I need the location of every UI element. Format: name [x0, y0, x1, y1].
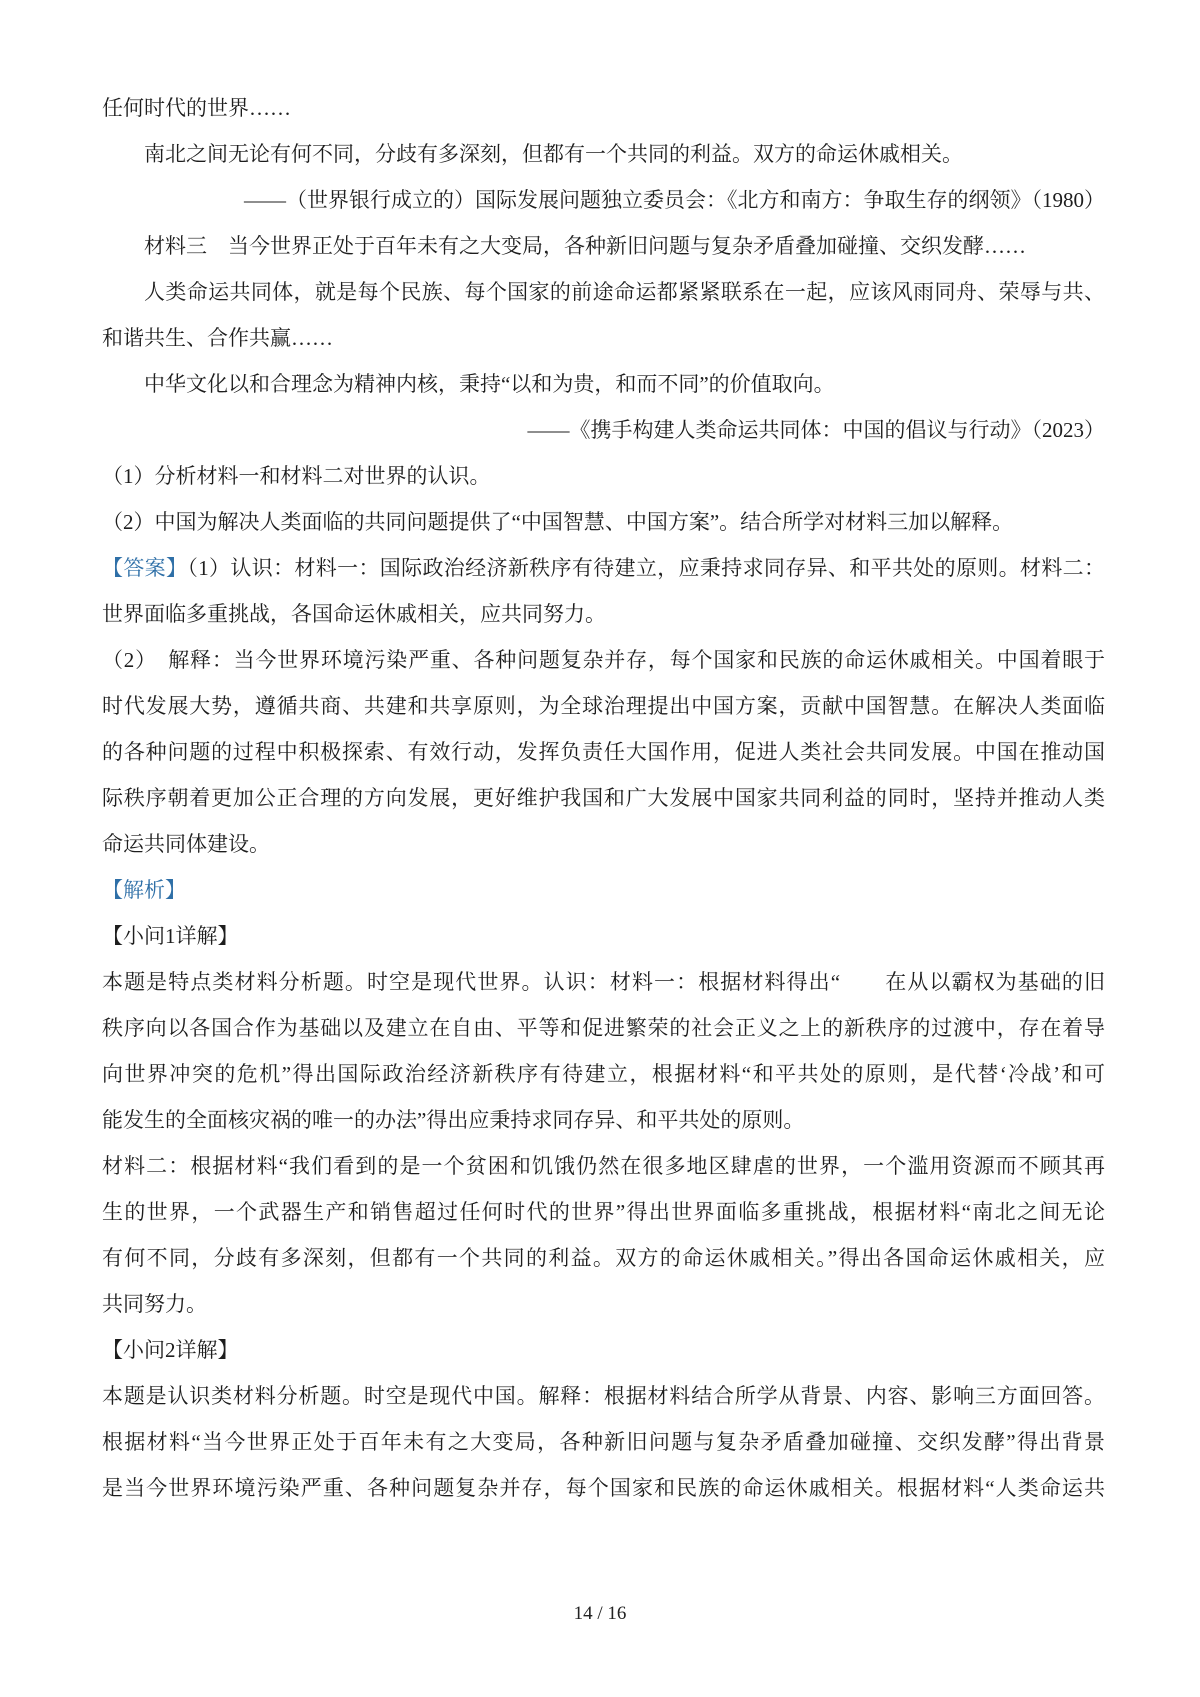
text-line: 中华文化以和合理念为精神内核，秉持“以和为贵，和而不同”的价值取向。 — [144, 372, 835, 396]
text-line: 际秩序朝着更加公正合理的方向发展，更好维护我国和广大发展中国家共同利益的同时，坚持并推动人类 — [102, 786, 1105, 810]
text-line: 和谐共生、合作共赢…… — [102, 326, 333, 350]
page-footer — [0, 1598, 1200, 1630]
text-line: 人类命运共同体，就是每个民族、每个国家的前途命运都紧紧联系在一起，应该风雨同舟、荣辱与共、 — [144, 280, 1105, 304]
text-line: 有何不同，分歧有多深刻，但都有一个共同的利益。双方的命运休戚相关。”得出各国命运休戚相关，应 — [102, 1246, 1105, 1270]
text-line: 任何时代的世界…… — [102, 96, 291, 120]
text-line: 材料二：根据材料“我们看到的是一个贫困和饥饿仍然在很多地区肆虐的世界，一个滥用资源而不顾其再 — [102, 1154, 1105, 1178]
text-line: 命运共同体建设。 — [102, 832, 270, 856]
text-line: 本题是特点类材料分析题。时空是现代世界。认识：材料一：根据材料得出“ 在从以霸权为基础的旧 — [102, 970, 1105, 994]
text-line: 共同努力。 — [102, 1292, 207, 1316]
text-line: 本题是认识类材料分析题。时空是现代中国。解释：根据材料结合所学从背景、内容、影响三方面回答。 — [102, 1384, 1105, 1408]
text-line: 时代发展大势，遵循共商、共建和共享原则，为全球治理提出中国方案，贡献中国智慧。在解决人类面临 — [102, 694, 1105, 718]
text-line: ——（世界银行成立的）国际发展问题独立委员会：《北方和南方：争取生存的纲领》（1980） — [244, 188, 1105, 212]
text-line: 的各种问题的过程中积极探索、有效行动，发挥负责任大国作用，促进人类社会共同发展。中国在推动国 — [102, 740, 1105, 764]
text-line: 根据材料“当今世界正处于百年未有之大变局，各种新旧问题与复杂矛盾叠加碰撞、交织发酵”得出背景 — [102, 1430, 1105, 1454]
question-1: （1）分析材料一和材料二对世界的认识。 — [102, 464, 491, 488]
text-line: 秩序向以各国合作为基础以及建立在自由、平等和促进繁荣的社会正义之上的新秩序的过渡中，存在着导 — [102, 1016, 1105, 1040]
text-line: 材料三 当今世界正处于百年未有之大变局，各种新旧问题与复杂矛盾叠加碰撞、交织发酵…… — [144, 234, 1026, 258]
text-line: 向世界冲突的危机”得出国际政治经济新秩序有待建立，根据材料“和平共处的原则，是代替‘冷战’和可 — [102, 1062, 1105, 1086]
text-line: 生的世界，一个武器生产和销售超过任何时代的世界”得出世界面临多重挑战，根据材料“南北之间无论 — [102, 1200, 1105, 1224]
text-line: 世界面临多重挑战，各国命运休戚相关，应共同努力。 — [102, 602, 606, 626]
answer-line: 【答案】（1）认识：材料一：国际政治经济新秩序有待建立，应秉持求同存异、和平共处的原则。材料二： — [102, 556, 1106, 580]
text-line: 是当今世界环境污染严重、各种问题复杂并存，每个国家和民族的命运休戚相关。根据材料“人类命运共 — [102, 1476, 1105, 1500]
analysis-marker: 【解析】 — [102, 878, 186, 902]
answer-marker: 【答案】 — [102, 556, 188, 580]
text-line: 能发生的全面核灾祸的唯一的办法”得出应秉持求同存异、和平共处的原则。 — [102, 1108, 805, 1132]
question-2: （2）中国为解决人类面临的共同问题提供了“中国智慧、中国方案”。结合所学对材料三加以解释。 — [102, 510, 1014, 534]
text-line: ——《携手构建人类命运共同体：中国的倡议与行动》（2023） — [527, 418, 1105, 442]
text-line: （2） 解释：当今世界环境污染严重、各种问题复杂并存，每个国家和民族的命运休戚相关。中国着眼于 — [102, 648, 1105, 672]
text-line: 南北之间无论有何不同，分歧有多深刻，但都有一个共同的利益。双方的命运休戚相关。 — [144, 142, 963, 166]
page-number: 14 / 16 — [573, 1603, 627, 1624]
subquestion-1-heading: 【小问1详解】 — [102, 924, 239, 948]
document-body — [102, 85, 1105, 1511]
subquestion-2-heading: 【小问2详解】 — [102, 1338, 239, 1362]
